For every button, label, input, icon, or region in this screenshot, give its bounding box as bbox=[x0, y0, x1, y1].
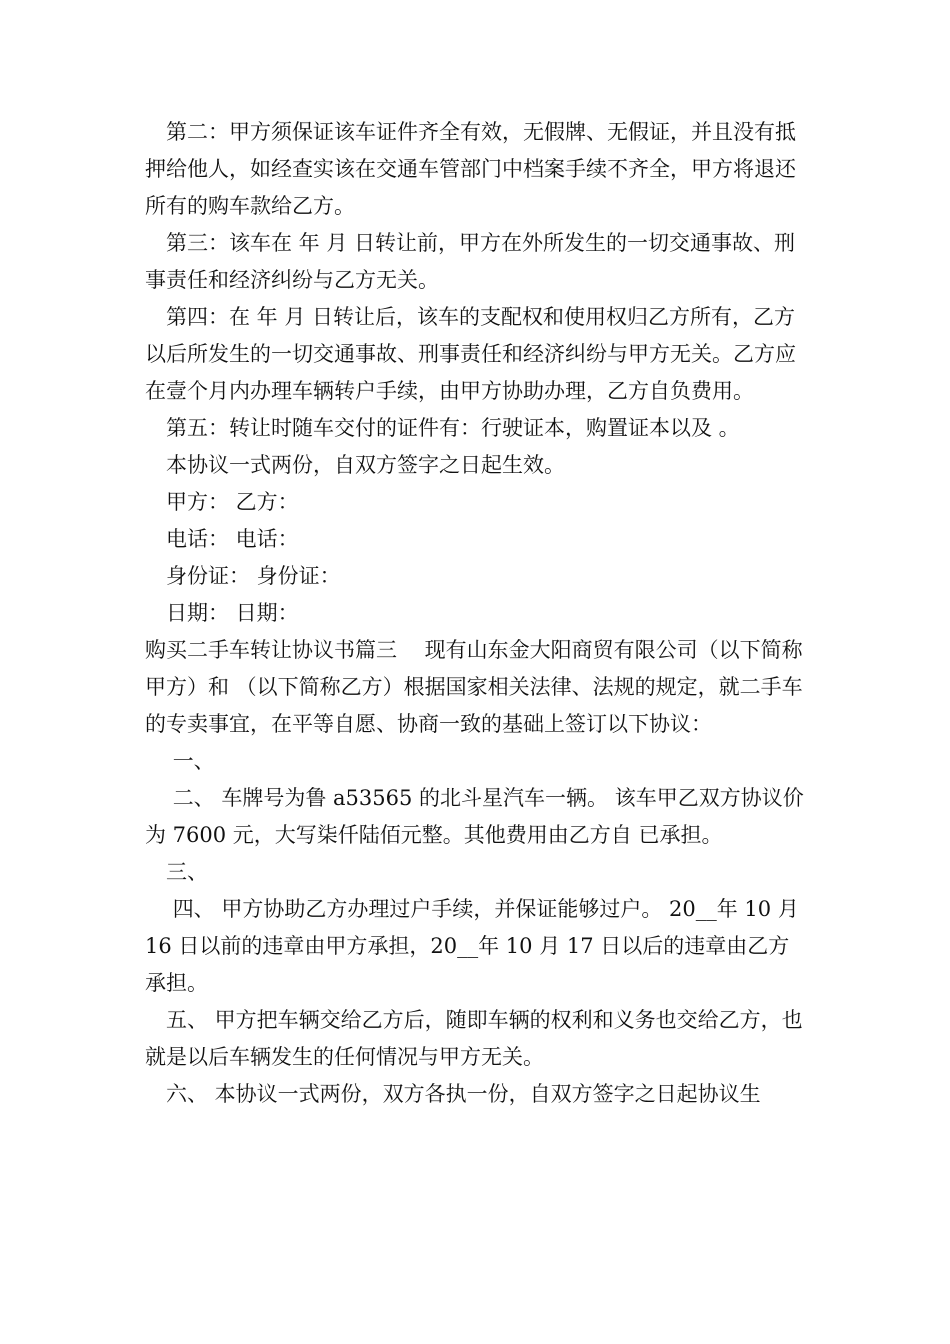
paragraph-part-3-intro: 购买二手车转让协议书篇三 现有山东金大阳商贸有限公司（以下简称甲方）和 （以下简称乙方）根据国家相关法律、法规的规定，就二手车的专卖事宜，在平等自愿、协商一致的基础上签订以下协议： bbox=[145, 638, 803, 736]
paragraph-effective: 本协议一式两份，自双方签字之日起生效。 bbox=[166, 453, 565, 477]
document-page bbox=[145, 114, 810, 1113]
paragraph-clause-4: 第四：在 年 月 日转让后，该车的支配权和使用权归乙方所有，乙方以后所发生的一切交通事故、刑事责任和经济纠纷与甲方无关。乙方应在壹个月内办理车辆转户手续，由甲方协助办理，乙方自负费用。 bbox=[145, 305, 796, 403]
paragraph-clause-5: 第五：转让时随车交付的证件有：行驶证本，购置证本以及 。 bbox=[166, 416, 740, 440]
paragraph-item-2: 二、 车牌号为鲁 a53565 的北斗星汽车一辆。 该车甲乙双方协议价为 7600 元，大写柒仟陆佰元整。其他费用由乙方自 已承担。 bbox=[145, 786, 804, 847]
signature-id-line: 身份证： 身份证： bbox=[166, 564, 341, 588]
signature-phone-line: 电话： 电话： bbox=[166, 527, 299, 551]
signature-date-line: 日期： 日期： bbox=[166, 601, 299, 625]
signature-party-line: 甲方： 乙方： bbox=[166, 490, 299, 514]
paragraph-item-4: 四、 甲方协助乙方办理过户手续，并保证能够过户。 20__年 10 月 16 日以前的违章由甲方承担，20__年 10 月 17 日以后的违章由乙方承担。 bbox=[145, 897, 806, 995]
paragraph-item-1: 一、 bbox=[166, 749, 215, 773]
paragraph-item-3: 三、 bbox=[166, 860, 208, 884]
paragraph-item-6: 六、 本协议一式两份，双方各执一份，自双方签字之日起协议生 bbox=[166, 1082, 761, 1106]
paragraph-clause-3: 第三：该车在 年 月 日转让前，甲方在外所发生的一切交通事故、刑事责任和经济纠纷与乙方无关。 bbox=[145, 231, 796, 292]
paragraph-clause-2: 第二：甲方须保证该车证件齐全有效，无假牌、无假证，并且没有抵押给他人，如经查实该在交通车管部门中档案手续不齐全，甲方将退还所有的购车款给乙方。 bbox=[145, 120, 796, 218]
paragraph-item-5: 五、 甲方把车辆交给乙方后，随即车辆的权利和义务也交给乙方，也就是以后车辆发生的任何情况与甲方无关。 bbox=[145, 1008, 803, 1069]
